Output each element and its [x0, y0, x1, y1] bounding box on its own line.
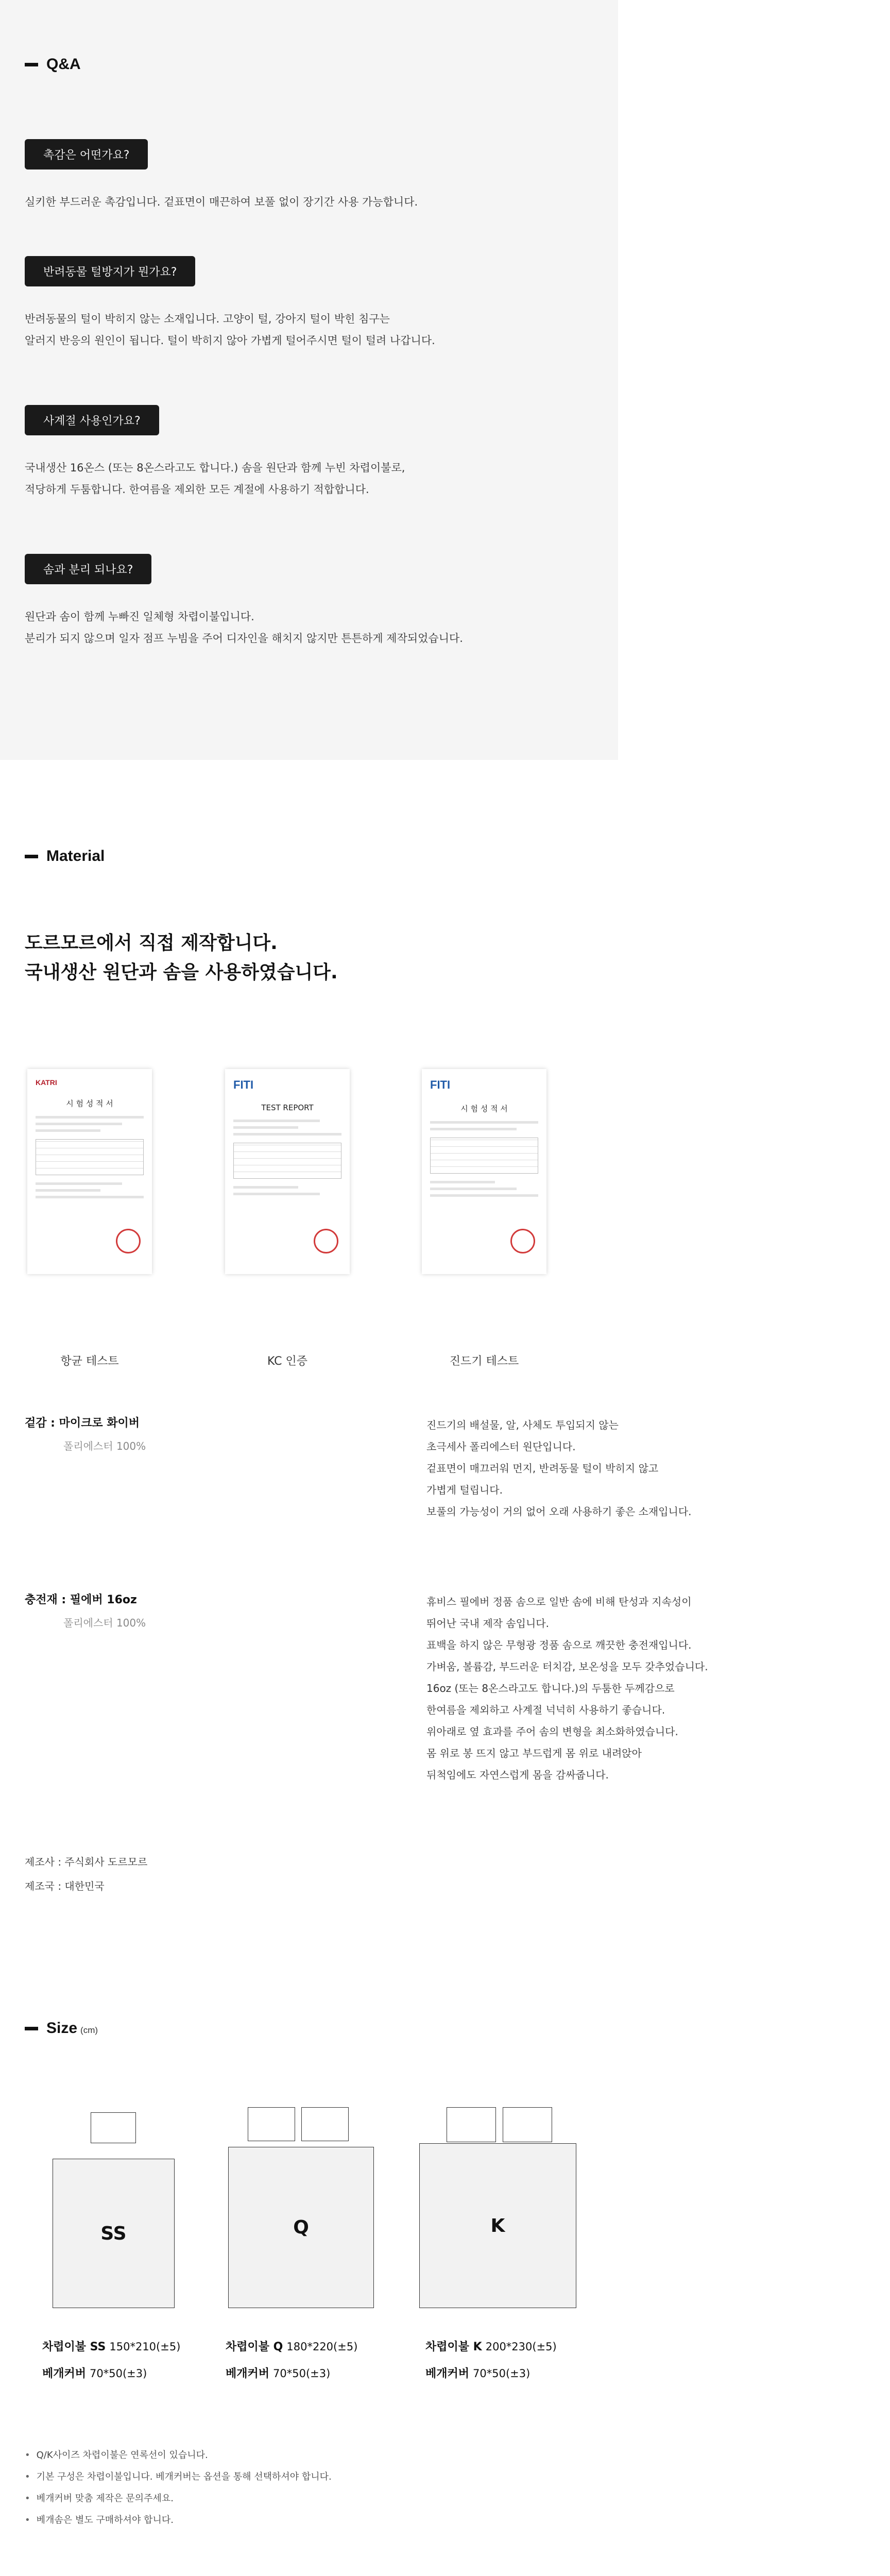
fill-name: 충전재 : 필에버 16oz: [25, 1594, 137, 1606]
material-headline: 도르모르에서 직접 제작합니다. 국내생산 원단과 솜을 사용하였습니다.: [25, 933, 338, 983]
doc-line: [430, 1181, 495, 1183]
k-size-label: 차렵이불 K 200*230(±5): [425, 2341, 557, 2353]
q-blanket-shape: Q: [228, 2147, 374, 2308]
pillow-shape: [447, 2107, 496, 2142]
doc-table: [36, 1139, 144, 1175]
pillow-shape: [503, 2107, 552, 2142]
size-title: Size (cm): [46, 2020, 98, 2037]
doc-line: [430, 1128, 517, 1130]
material-title: Material: [46, 848, 105, 865]
doc-line: [36, 1129, 100, 1132]
pillow-shape: [91, 2112, 136, 2143]
doc-line: [36, 1123, 122, 1125]
doc-line: [430, 1121, 538, 1124]
fabric-composition: 폴리에스터 100%: [63, 1440, 146, 1452]
fabric-name: 겉감 : 마이크로 화이버: [25, 1417, 140, 1430]
doc-line: [36, 1189, 100, 1192]
size-notes: [25, 2445, 332, 2531]
doc-line: [36, 1116, 144, 1118]
qa-question: 솜과 분리 되나요?: [25, 554, 151, 584]
doc-line: [233, 1126, 298, 1129]
katri-logo: KATRI: [36, 1078, 57, 1087]
k-pillow-size-label: 베개커버 70*50(±3): [425, 2367, 530, 2380]
doc-line: [233, 1186, 298, 1189]
k-blanket-shape: K: [419, 2143, 576, 2308]
country-of-origin: 제조국 : 대한민국: [25, 1880, 105, 1892]
pillow-shape: [248, 2107, 295, 2141]
doc-line: [36, 1196, 144, 1198]
size-unit: (cm): [80, 2025, 98, 2035]
note-item: • 베개솜은 별도 구매하셔야 합니다.: [25, 2510, 332, 2531]
fiti-logo: FITI: [233, 1078, 254, 1091]
cert-label: 항균 테스트: [60, 1355, 119, 1368]
cert-doc-title: 시 험 성 적 서: [460, 1104, 508, 1113]
fill-composition: 폴리에스터 100%: [63, 1617, 146, 1629]
fill-spec: [25, 1591, 708, 1797]
q-size-label: 차렵이불 Q 180*220(±5): [226, 2341, 358, 2353]
cert-doc-title: 시 험 성 적 서: [66, 1099, 113, 1108]
manufacturer: 제조사 : 주식회사 도르모르: [25, 1856, 148, 1868]
ss-blanket-shape: SS: [53, 2159, 175, 2308]
dust-mite-certificate: [422, 1069, 546, 1274]
qa-title: Q&A: [46, 56, 81, 73]
qa-question: 촉감은 어떤가요?: [25, 139, 148, 170]
seal-stamp: [314, 1229, 338, 1253]
doc-line: [430, 1188, 517, 1190]
ss-size-label: 차렵이불 SS 150*210(±5): [42, 2341, 181, 2353]
doc-table: [430, 1138, 538, 1174]
material-heading: [25, 848, 105, 865]
doc-line: [233, 1193, 320, 1195]
qa-answer: 국내생산 16온스 (또는 8온스라고도 합니다.) 솜을 원단과 함께 누빈 차렵이불로, 적당하게 두툼합니다. 한여름을 제외한 모든 계절에 사용하기 적합합니다.: [25, 462, 405, 496]
cert-label: KC 인증: [267, 1355, 308, 1368]
q-pillow-size-label: 베개커버 70*50(±3): [226, 2367, 331, 2380]
heading-bar: [25, 2027, 38, 2030]
doc-line: [430, 1194, 538, 1197]
doc-line: [36, 1182, 122, 1185]
qa-question: 반려동물 털방지가 뭔가요?: [25, 256, 195, 286]
note-item: • Q/K사이즈 차렵이불은 연록선이 있습니다.: [25, 2445, 332, 2466]
kc-certificate: [225, 1069, 350, 1274]
fiti-logo: FITI: [430, 1078, 451, 1091]
ss-pillow-size-label: 베개커버 70*50(±3): [42, 2367, 147, 2380]
doc-line: [233, 1120, 320, 1122]
note-item: • 베개커버 맞춤 제작은 문의주세요.: [25, 2488, 332, 2510]
seal-stamp: [116, 1229, 141, 1253]
cert-label: 진드기 테스트: [449, 1355, 519, 1368]
heading-bar: [25, 855, 38, 858]
cert-doc-title: TEST REPORT: [261, 1103, 314, 1112]
fabric-spec: [25, 1414, 692, 1538]
qa-question: 사계절 사용인가요?: [25, 405, 159, 435]
qa-answer: 반려동물의 털이 박히지 않는 소재입니다. 고양이 털, 강아지 털이 박힌 침구는 알러지 반응의 원인이 됩니다. 털이 박히지 않아 가볍게 털어주시면 털이 털려 나갑니다.: [25, 313, 435, 347]
qa-answer: 원단과 솜이 함께 누빠진 일체형 차렵이불입니다. 분리가 되지 않으며 일자 점프 누빔을 주어 디자인을 해치지 않지만 튼튼하게 제작되었습니다.: [25, 611, 463, 645]
doc-line: [233, 1133, 341, 1136]
note-item: • 기본 구성은 차렵이불입니다. 베개커버는 옵션을 통해 선택하셔야 합니다.: [25, 2466, 332, 2488]
pillow-shape: [301, 2107, 349, 2141]
qa-answer: 실키한 부드러운 촉감입니다. 겉표면이 매끈하여 보풀 없이 장기간 사용 가능합니다.: [25, 196, 418, 208]
size-heading: [25, 2020, 98, 2037]
fabric-description: 진드기의 배설물, 알, 사체도 투입되지 않는 초극세사 폴리에스터 원단입니다. 겉표면이 매끄러워 먼지, 반려동물 털이 박히지 않고 가볍게 털립니다. 보풀의 가능성이 거의 없어 오래 사용하기 좋은 소재입니다.: [426, 1419, 692, 1518]
antibacterial-certificate: [27, 1069, 152, 1274]
doc-table: [233, 1143, 341, 1179]
fill-description: 휴비스 필에버 정품 솜으로 일반 솜에 비해 탄성과 지속성이 뛰어난 국내 제작 솜입니다. 표백을 하지 않은 무형광 정품 솜으로 깨끗한 충전재입니다. 가벼움, 볼륨감, 부드러운 터치감, 보온성을 모두 갖추었습니다. 16oz (또는 8온스라고도 합니다.)의 두툼한 두께감으로 한여름을 제외하고 사계절 넉넉히 사용하기 좋습니다. 위아래로 옆 효과를 주어 솜의 변형을 최소화하였습니다. 몸 위로 봉 뜨지 않고 부드럽게 몸 위로 내려앉아 뒤척임에도 자연스럽게 몸을 감싸줍니다.: [426, 1596, 708, 1781]
seal-stamp: [510, 1229, 535, 1253]
